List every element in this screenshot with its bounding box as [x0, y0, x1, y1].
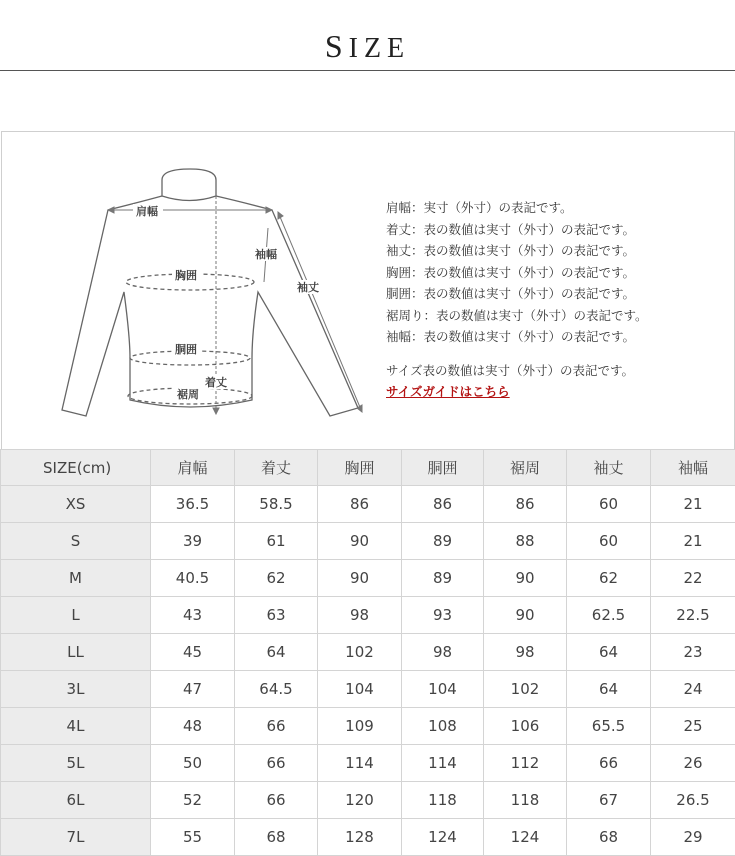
note-hem: 裾周り：表の数値は実寸（外寸）の表記です。 [386, 307, 648, 323]
table-cell: 61 [235, 523, 318, 560]
table-cell: 36.5 [151, 486, 235, 523]
table-cell: 86 [402, 486, 484, 523]
table-cell: 68 [567, 819, 651, 856]
table-cell: 124 [402, 819, 484, 856]
table-cell: 86 [318, 486, 402, 523]
table-cell: 114 [402, 745, 484, 782]
size-guide-link[interactable]: サイズガイドはこちら [386, 384, 510, 399]
table-cell: 112 [484, 745, 567, 782]
table-cell: 55 [151, 819, 235, 856]
table-cell: 90 [318, 523, 402, 560]
chest-label: 胸囲 [175, 269, 197, 282]
table-cell: 50 [151, 745, 235, 782]
table-row [1, 523, 735, 560]
table-row [1, 782, 735, 819]
table-cell: 88 [484, 523, 567, 560]
size-label-cell: 4L [1, 708, 151, 745]
table-cell: 89 [402, 560, 484, 597]
table-cell: 66 [235, 782, 318, 819]
table-cell: 102 [484, 671, 567, 708]
table-cell: 48 [151, 708, 235, 745]
table-cell: 40.5 [151, 560, 235, 597]
table-cell: 62 [235, 560, 318, 597]
table-cell: 104 [402, 671, 484, 708]
table-cell: 120 [318, 782, 402, 819]
measurement-notes [386, 197, 726, 403]
header-waist: 胴囲 [402, 450, 484, 486]
size-label-cell: 6L [1, 782, 151, 819]
table-row [1, 708, 735, 745]
table-cell: 66 [235, 708, 318, 745]
size-label-cell: S [1, 523, 151, 560]
table-row [1, 819, 735, 856]
table-cell: 21 [651, 523, 735, 560]
note-sleeve-length: 袖丈：表の数値は実寸（外寸）の表記です。 [386, 243, 636, 258]
table-cell: 66 [235, 745, 318, 782]
size-table [0, 449, 735, 856]
table-cell: 65.5 [567, 708, 651, 745]
table-body [1, 486, 735, 856]
table-row [1, 486, 735, 523]
table-cell: 68 [235, 819, 318, 856]
table-cell: 60 [567, 523, 651, 560]
table-cell: 26.5 [651, 782, 735, 819]
table-cell: 90 [318, 560, 402, 597]
header-chest: 胸囲 [318, 450, 402, 486]
table-cell: 29 [651, 819, 735, 856]
table-cell: 64 [567, 634, 651, 671]
note-summary: サイズ表の数値は実寸（外寸）の表記です。 [386, 362, 635, 378]
sleeve-width-label: 袖幅 [255, 248, 277, 261]
table-cell: 26 [651, 745, 735, 782]
table-cell: 109 [318, 708, 402, 745]
table-cell: 64 [235, 634, 318, 671]
collar-shape [162, 169, 216, 201]
note-length: 着丈：表の数値は実寸（外寸）の表記です。 [386, 221, 636, 237]
sleeve-length-label: 袖丈 [297, 281, 319, 294]
table-cell: 90 [484, 597, 567, 634]
size-label-cell: 3L [1, 671, 151, 708]
table-cell: 24 [651, 671, 735, 708]
size-label-cell: XS [1, 486, 151, 523]
header-sleeve-width: 袖幅 [651, 450, 735, 486]
table-cell: 62.5 [567, 597, 651, 634]
table-cell: 118 [402, 782, 484, 819]
table-row [1, 560, 735, 597]
size-label-cell: L [1, 597, 151, 634]
table-cell: 114 [318, 745, 402, 782]
table-cell: 98 [318, 597, 402, 634]
table-cell: 128 [318, 819, 402, 856]
table-cell: 64.5 [235, 671, 318, 708]
note-waist: 胴囲：表の数値は実寸（外寸）の表記です。 [386, 286, 636, 301]
table-cell: 60 [567, 486, 651, 523]
table-cell: 23 [651, 634, 735, 671]
length-label: 着丈 [205, 376, 227, 389]
table-cell: 25 [651, 708, 735, 745]
table-cell: 90 [484, 560, 567, 597]
table-cell: 62 [567, 560, 651, 597]
page-title: SIZE [324, 28, 411, 64]
table-header-row [1, 450, 735, 486]
table-cell: 108 [402, 708, 484, 745]
table-cell: 21 [651, 486, 735, 523]
note-sleeve-width: 袖幅：表の数値は実寸（外寸）の表記です。 [386, 329, 636, 344]
header-sleeve-length: 袖丈 [567, 450, 651, 486]
shoulder-label: 肩幅 [136, 205, 158, 218]
table-cell: 45 [151, 634, 235, 671]
size-label-cell: 7L [1, 819, 151, 856]
table-cell: 98 [402, 634, 484, 671]
table-cell: 118 [484, 782, 567, 819]
table-cell: 58.5 [235, 486, 318, 523]
note-shoulder: 肩幅：実寸（外寸）の表記です。 [386, 200, 573, 215]
table-cell: 22.5 [651, 597, 735, 634]
table-cell: 39 [151, 523, 235, 560]
header-shoulder: 肩幅 [151, 450, 235, 486]
waist-label: 胴囲 [175, 343, 197, 356]
size-label-cell: LL [1, 634, 151, 671]
title-divider [0, 70, 735, 71]
sleeve-length-arrow [278, 212, 362, 412]
header-hem: 裾周 [484, 450, 567, 486]
table-cell: 66 [567, 745, 651, 782]
size-label-cell: 5L [1, 745, 151, 782]
table-cell: 63 [235, 597, 318, 634]
table-cell: 98 [484, 634, 567, 671]
table-cell: 89 [402, 523, 484, 560]
table-cell: 106 [484, 708, 567, 745]
table-cell: 43 [151, 597, 235, 634]
table-cell: 104 [318, 671, 402, 708]
size-label-cell: M [1, 560, 151, 597]
table-cell: 67 [567, 782, 651, 819]
table-row [1, 634, 735, 671]
table-cell: 64 [567, 671, 651, 708]
table-row [1, 671, 735, 708]
note-chest: 胸囲：表の数値は実寸（外寸）の表記です。 [386, 264, 636, 280]
header-size: SIZE(cm) [1, 450, 151, 486]
table-cell: 52 [151, 782, 235, 819]
table-cell: 22 [651, 560, 735, 597]
hem-label: 裾周 [177, 388, 199, 401]
table-cell: 93 [402, 597, 484, 634]
table-cell: 102 [318, 634, 402, 671]
table-cell: 86 [484, 486, 567, 523]
table-cell: 47 [151, 671, 235, 708]
table-cell: 124 [484, 819, 567, 856]
table-row [1, 597, 735, 634]
table-row [1, 745, 735, 782]
header-length: 着丈 [235, 450, 318, 486]
